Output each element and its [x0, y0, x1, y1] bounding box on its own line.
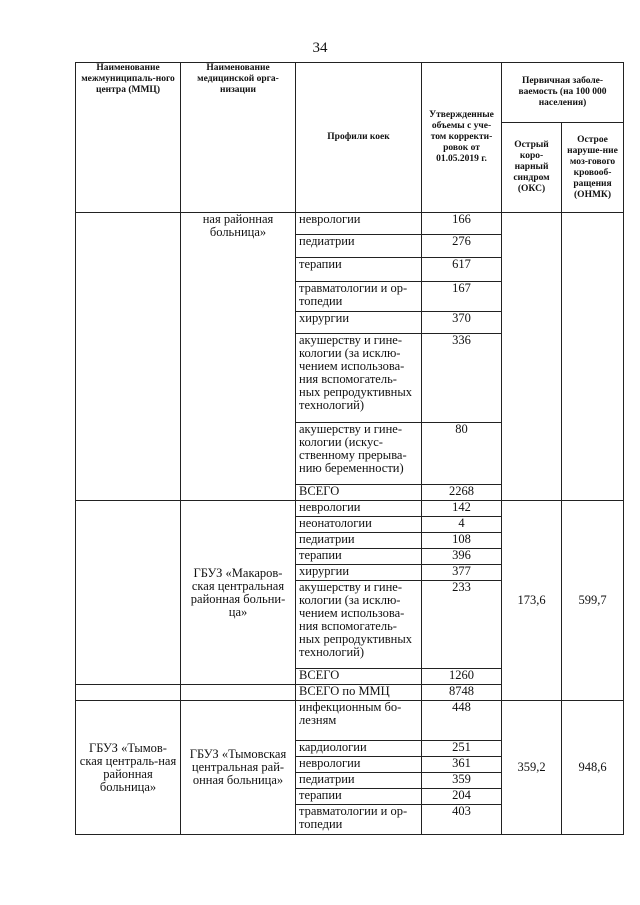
profile-cell: неврологии	[296, 501, 422, 517]
value-cell: 2268	[422, 485, 502, 501]
header-mmc: Наименование межмуниципаль-ного центра (ММЦ)	[76, 63, 181, 213]
profile-cell: травматологии и ор-топедии	[296, 805, 422, 835]
total-mmc-empty-cell	[181, 685, 296, 701]
header-onmk: Острое наруше-ние моз-гового кровооб-ращения (ОНМК)	[562, 123, 624, 213]
value-cell: 251	[422, 741, 502, 757]
value-cell: 204	[422, 789, 502, 805]
profile-cell: неонатологии	[296, 517, 422, 533]
value-cell: 359	[422, 773, 502, 789]
value-cell: 361	[422, 757, 502, 773]
page-number: 34	[312, 40, 328, 56]
table-row	[76, 501, 624, 517]
header-morbidity: Первичная заболе-ваемость (на 100 000 населения)	[502, 63, 624, 123]
profile-cell: педиатрии	[296, 533, 422, 549]
block2-oks: 173,6	[502, 501, 562, 701]
total-mmc-empty-cell	[76, 685, 181, 701]
value-cell: 233	[422, 581, 502, 669]
block1-onmk-cell	[562, 213, 624, 501]
value-cell: 80	[422, 423, 502, 485]
profile-cell: ВСЕГО	[296, 669, 422, 685]
value-cell: 370	[422, 312, 502, 334]
total-mmc-label: ВСЕГО по ММЦ	[296, 685, 422, 701]
value-cell: 276	[422, 235, 502, 258]
value-cell: 336	[422, 334, 502, 423]
block3-onmk: 948,6	[562, 701, 624, 835]
profile-cell: хирургии	[296, 312, 422, 334]
block2-onmk: 599,7	[562, 501, 624, 701]
value-cell: 4	[422, 517, 502, 533]
header-org: Наименование медицинской орга-низации	[181, 63, 296, 213]
block2-org: ГБУЗ «Макаров-ская центральная районная больни-ца»	[181, 501, 296, 685]
table-row	[76, 701, 624, 741]
value-cell: 108	[422, 533, 502, 549]
profile-cell: терапии	[296, 789, 422, 805]
profile-cell: неврологии	[296, 213, 422, 235]
value-cell: 396	[422, 549, 502, 565]
header-profiles: Профили коек	[296, 63, 422, 213]
value-cell: 167	[422, 282, 502, 312]
value-cell: 1260	[422, 669, 502, 685]
value-cell: 377	[422, 565, 502, 581]
header-oks: Острый коро-нарный синдром (ОКС)	[502, 123, 562, 213]
profile-cell: хирургии	[296, 565, 422, 581]
block1-oks-cell	[502, 213, 562, 501]
header-row	[76, 63, 624, 123]
block1-mmc-cell	[76, 213, 181, 501]
profile-cell: травматологии и ор-топедии	[296, 282, 422, 312]
table-row	[76, 213, 624, 235]
value-cell: 448	[422, 701, 502, 741]
profile-cell: инфекционным бо-лезням	[296, 701, 422, 741]
header-volumes: Утвержденные объемы с уче-том корректи-ровок от 01.05.2019 г.	[422, 63, 502, 213]
block3-oks: 359,2	[502, 701, 562, 835]
profile-cell: ВСЕГО	[296, 485, 422, 501]
block3-org: ГБУЗ «Тымовская центральная рай-онная больница»	[181, 701, 296, 835]
profile-cell: акушерству и гине-кологии (искус-ственному прерыва-нию беременности)	[296, 423, 422, 485]
value-cell: 166	[422, 213, 502, 235]
block2-mmc-cell	[76, 501, 181, 685]
block1-org: ная районная больница»	[181, 213, 296, 501]
profile-cell: терапии	[296, 549, 422, 565]
profile-cell: педиатрии	[296, 773, 422, 789]
value-cell: 617	[422, 258, 502, 282]
value-cell: 142	[422, 501, 502, 517]
profile-cell: педиатрии	[296, 235, 422, 258]
block3-mmc: ГБУЗ «Тымов-ская централь-ная районная больница»	[76, 701, 181, 835]
profile-cell: неврологии	[296, 757, 422, 773]
beds-table	[75, 62, 624, 835]
value-cell: 403	[422, 805, 502, 835]
profile-cell: кардиологии	[296, 741, 422, 757]
profile-cell: акушерству и гине-кологии (за исклю-чением использова-ния вспомогатель-ных репродуктивных технологий)	[296, 334, 422, 423]
total-mmc-value: 8748	[422, 685, 502, 701]
profile-cell: терапии	[296, 258, 422, 282]
profile-cell: акушерству и гине-кологии (за исклю-чением использова-ния вспомогатель-ных репродуктивных технологий)	[296, 581, 422, 669]
